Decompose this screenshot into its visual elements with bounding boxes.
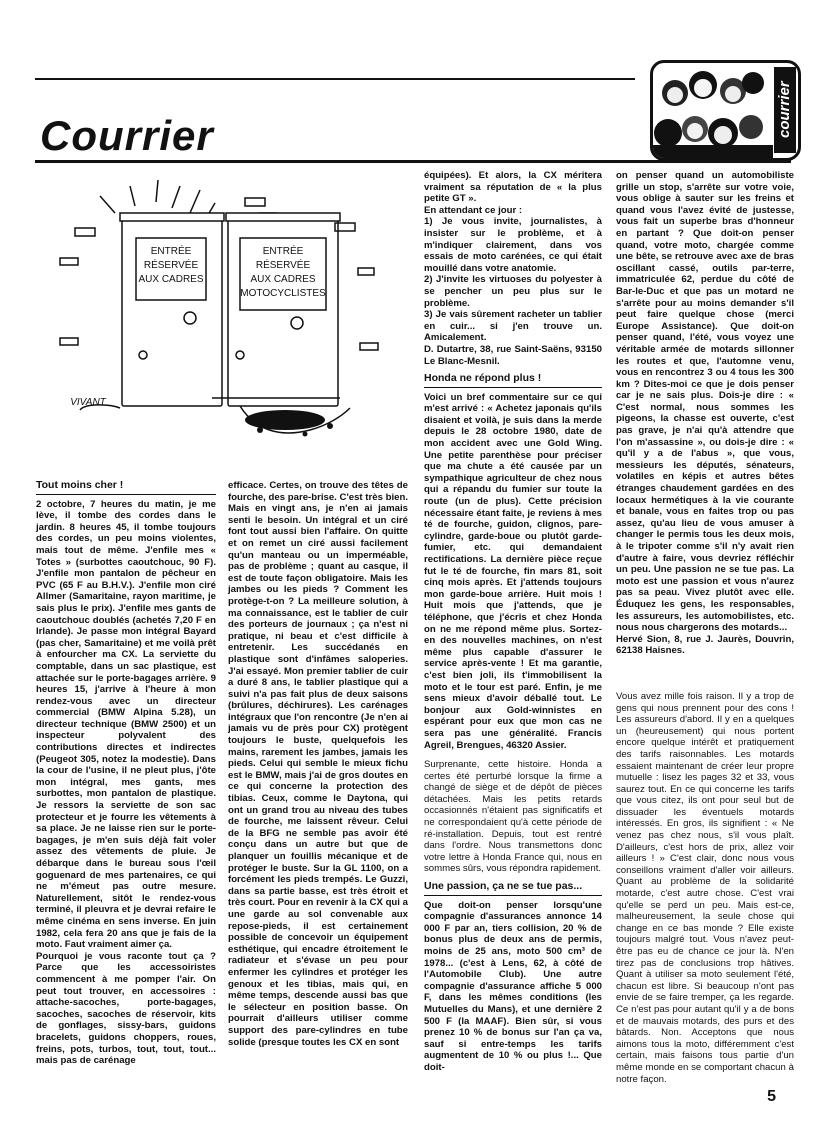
column-1 [36,474,216,1067]
cartoon-signature: VIVANT [70,397,106,408]
col4-reply: Vous avez mille fois raison. Il y a trop de gens qui nous prennent pour des cons ! Les assureurs d'abord. Il y en a quelques un (heureusement) qui nous portent encore quelque intérêt et pratiquement des tarifs raisonnables. Les motards essaient maintenant de créer leur propre mutuelle : lisez les pages 32 et 33, vous saurez tout. En ce qui concerne les tarifs que vous citez, ils ont pour seul but de dissuader les éventuels motards intéressés. En gros, ils signifient : « Ne venez pas chez nous, s'il vous plaît. D'ailleurs, c'est hors de prix, allez voir ailleurs ! » C'est clair, donc nous vous conseillons vraiment d'aller voir ailleurs. Quant au problème de la solidarité motarde, c'est autre chose. C'est vrai qu'elle se perd un peu. Mais est-ce, malheureusement, la seule chose qui change en ce bas monde ? Elle existe toujours malgré tout. Vous n'avez peut-être pas eu de chance ce jour là. N'en tirez pas de conclusions trop hâtives. Quant à utiliser sa moto seulement l'été, chacun est libre. Si beaucoup n'ont pas envie de se faire tremper, ça les regarde. Ce n'est pas pour autant qu'il y a de bons et de mauvais motards, des purs et des bâtards. Non. Acceptons que nous aimons tous la moto, différemment c'est certain, mais faisons tous partie d'un même monde en se comportant chacun à notre façon. [616,690,794,1085]
col3-mid-1: Voici un bref commentaire sur ce qui m'est arrivé : « Achetez japonais qu'ils disaient et voilà, je suis dans la merde depuis le 28 octobre 1980, date de mon accident avec une Gold Wing. Une petite parenthèse pour préciser que ma chute a été causée par un sympathique agriculteur de chez nous qui a répandu du fumier sur toute la route (un de plus). Cette précision nécessaire étant faite, je reviens à mes té de fourche, guidon, clignos, pare-cylindre, garde-boue ou plutôt garde-fumier, etc. qui demandaient rectifications. La dernière pièce reçue fut le té de fourche, fin mars 81, soit cinq mois après. Et j'attends toujours mon garde-boue arrière. Huit mois ! Huit mois que j'attends, que je téléphone, que j'écris et chez Honda on ne me répond même plus. Sortez-en des nouvelles machines, on n'est même plus capable d'assurer le service après-vente ! Et ma garantie, c'est bien joli, ils t'immobilisent la moto et le tour est paré. Enfin, je me sens mieux d'avoir déballé tout. Le bonjour aux Gold-winnistes en espérant pour eux que mon cas ne sera pas une généralité. Francis Agreil, Brengues, 46320 Assier. [424,391,602,751]
door-right-line-1: ENTRÉE [262,246,304,257]
col4-top-1: on penser quand un automobiliste grille un stop, s'arrête sur votre voie, vous oblige à sauter sur les freins et quand vous l'avez évité de justesse, vous fait un superbe bras d'honneur en partant ? Que doit-on penser quand, votre moto, chargée comme une bête, se retrouve avec axe de bras oscillant cassé, outils par-terre, immatriculée 62, perdue du côté de Bar-le-Duc et que pas un motard ne s'arrête pour au moins demander s'il peut faire quelque chose (merci Europe Assistance). Que doit-on penser quand, l'été, vous voyez une véritable armée de motards sillonner les routes et que, l'automne venu, vous en rencontrez 3 ou 4 tous les 300 km ? Dites-moi ce que je dois penser car je ne sais plus. Dois-je dire : « C'est normal, nous sommes les pigeons, la chasse est ouverte, c'est pas grave, je n'ai qu'à attendre que l'on m'assassine », ou dois-je dire : « qu'il y a de l'abus », que vous, messieurs les députés, sénateurs, volatiles en képis et autres bêtes étranges chaudement gardées en des locaux hermétiques à la vie courante et banale, vous en faites trop ou pas assez, qu'au lieu de vous amuser à changer le permis tous les deux mois, à le tripoter comme s'il n'y avait rien d'autre à faire, vous devriez réfléchir un peu. Une passion ne se tue pas. La moto est une passion et vous n'aurez pas sa peau. Vivez plutôt avec elle. Éduquez les gens, les responsables, les assureurs, les automobilistes, etc. nous nous chargerons des motards... [616,170,794,634]
heading-honda: Honda ne répond plus ! [424,373,602,388]
section-badge [650,60,801,161]
page-title: Courrier [40,112,214,159]
door-right-line-3: AUX CADRES [250,274,316,285]
heading-une-passion: Une passion, ça ne se tue pas... [424,881,602,896]
col3-top-6: D. Dutartre, 38, rue Saint-Saëns, 93150 Le Blanc-Mesnil. [424,343,602,367]
door-left-line-3: AUX CADRES [138,274,204,285]
door-right-line-2: RÉSERVÉE [255,260,311,271]
door-left-line-2: RÉSERVÉE [143,260,199,271]
col3-top-4: 2) J'invite les virtuoses du polyester à se pencher un peu plus sur le problème. [424,274,602,309]
badge-label: courrier [774,67,796,153]
page-number: 5 [767,1088,776,1105]
col3-top-2: En attendant ce jour : [424,204,523,216]
heading-tout-moins-cher: Tout moins cher ! [36,480,216,495]
door-left-line-1: ENTRÉE [150,246,192,257]
col3-top-3: 1) Je vous invite, journalistes, à insister sur le problème, et à m'indiquer clairement, dans vos essais de moto carénées, ce qui était mouillé dans votre anatomie. [424,216,602,274]
col3-reply: Surprenante, cette histoire. Honda a certes été perturbé lorsque la firme a changé de siège et de dépôt de pièces détachées. Mais les petits retards occasionnés n'étaient pas significatifs et ne correspondaient qu'à cette période de ré-installation. Depuis, tout est rentré dans l'ordre. Nous transmettons donc votre lettre à Honda France qui, nous en sommes sûrs, vous répondra rapidement. [424,759,602,875]
col4-top-2: Hervé Sion, 8, rue J. Jaurès, Douvrin, 62138 Haisnes. [616,633,794,657]
column-4 [616,170,794,1085]
crowd-illustration [653,63,773,158]
col3-top-1: équipées). Et alors, la CX méritera vraiment sa réputation de « la plus petite GT ». [424,170,602,205]
column-3 [424,170,602,1074]
header-rule [35,78,635,80]
col1-paragraph-1: 2 octobre, 7 heures du matin, je me lève, il tombe des cordes dans le jardin. 8 heures 45, il tombe toujours des cordes, un peu moins violentes, mais tout de même. J'enfile mes « Totes » (surbottes caoutchouc, 90 F). J'enfile mon pantalon de pêcheur en PVC (65 F au B.H.V.). J'enfile mon ciré Allmer (Samaritaine, rayon maritime, je sais plus le prix). J'enfile mes gants de caoutchouc doublés (achetés 7,20 F en Irlande). Je passe mon intégral Bayard (pas cher, Samaritaine) et me voilà prêt à enfourcher ma CX. La serviette du comptable, dans un sac plastique, est attachée sur le porte-bagages arrière. 9 heures 15, j'arrive à l'heure à mon rendez-vous avec un directeur commercial (BMW Alpina 5.28), un directeur technique (BMW 2500) et un inspecteur polyvalent des contributions directes et indirectes (Peugeot 305, notez la modestie). Dans la cour de l'usine, il ne pleut plus, j'ôte mon intégral, mes gants, mes surbottes, mon pantalon de plastique. Je ressors la serviette de son sac protecteur et je fourre les vêtements à sa place. Je ne laisse rien sur le porte-bagages, je m'en suis déjà fait voler assez des vêtements de pluie. Je débarque dans le bureau sous l'œil goguenard de mes partenaires, ce qui ne m'émeut pas outre mesure. Naturellement, sitôt le rendez-vous terminé, il pleuvra et je devrai refaire le même cinéma en sens inverse. En juin 1982, cela fera 20 ans que je fais de la moto. Faut vraiment aimer ça. [36,498,216,951]
column-2 [228,480,408,1048]
col3-top-5: 3) Je vais sûrement racheter un tablier en cuir... si j'en trouve un. Amicalement. [424,309,602,344]
col1-paragraph-2: Pourquoi je vous raconte tout ça ? Parce que les accessoiristes commencent à me pomper l'air. On peut tout trouver, en accessoires : attache-sacoches, porte-bagages, sacoches, sacoches de réservoir, kits de gonflages, sissy-bars, guidons bracelets, guidons choppers, roues, freins, pots, turbos, tout, tout, tout... mais pas de carénage [36,950,216,1067]
col3-bottom-1: Que doit-on penser lorsqu'une compagnie d'assurances annonce 14 000 F par an, tiers collision, 20 % de bonus plus de deux ans de permis, moins de 25 ans, moto 500 cm³ de 1978... (c'est à Lens, 62, à côté de l'Automobile Club). Une autre compagnie d'assurance affiche 5 000 F, dans les mêmes conditions (les Mutuelles du Mans), et une dernière 2 500 F (la MAAF). Bien sûr, si vous prenez 10 % de bonus sur l'an ça va, sauf si entre-temps les tarifs augmentent de 10 % ou plus !... Que doit- [424,899,602,1073]
col2-paragraph-1: efficace. Certes, on trouve des têtes de fourche, des pare-brise. C'est très bien. Mais en vingt ans, je n'en ai jamais senti le besoin. Un intégral et un ciré font tout aussi bien l'affaire. On quitte et on remet un ciré aussi facilement qu'un manteau ou un imperméable, pas de problème ; quant au casque, il est de toute façon obligatoire. Mais les jambes ou les pieds ? Comment les protège-t-on ? La meilleure solution, à ma connaissance, est le tablier de cuir des porteurs de journaux ; ça n'est ni pratique, ni beau et c'est difficile à entretenir. Les succédanés en plastique sont d'infâmes saloperies. J'ai essayé. Mon premier tablier de cuir a duré 8 ans, le tablier plastique qui a suivi n'a pas fait plus de deux saisons (brûlures, déchirures). Les carénages intégraux que l'on rencontre (Je n'en ai jamais vu de près pour CX) protègent toujours le buste, quelquefois les mains, rarement les jambes, jamais les pieds. Celui qui semble le mieux fichu est le BMW, mais j'ai de gros doutes en ce qui concerne la protection des tibias. Ceux, comme le Daytona, qui ont un grand trou au niveau des tubes de fourche, me laissent rêveur. Celui de la BFG ne semble pas avoir été conçu dans un autre but que de planquer un fouillis mécanique et de protéger le buste. Sur la GL 1100, on a forcément les pieds trempés. Le Guzzi, dans sa partie basse, est très étroit et très court. Pour en revenir à la CX qui a une garde au sol convenable aux repose-pieds, il est certainement possible de concevoir un équipement esthétique, qui encadre étroitement le radiateur et s'évase un peu pour enfermer les cylindres et protéger les genoux et les tibias, mais qui, en même temps, descende aussi bas que le sélecteur en position basse. On pourrait d'ailleurs utiliser comme support des pare-cylindres en tube solide (presque toutes les CX en sont [228,480,408,1048]
door-right-line-4: MOTOCYCLISTES [240,288,326,299]
cartoon-illustration [40,168,406,448]
